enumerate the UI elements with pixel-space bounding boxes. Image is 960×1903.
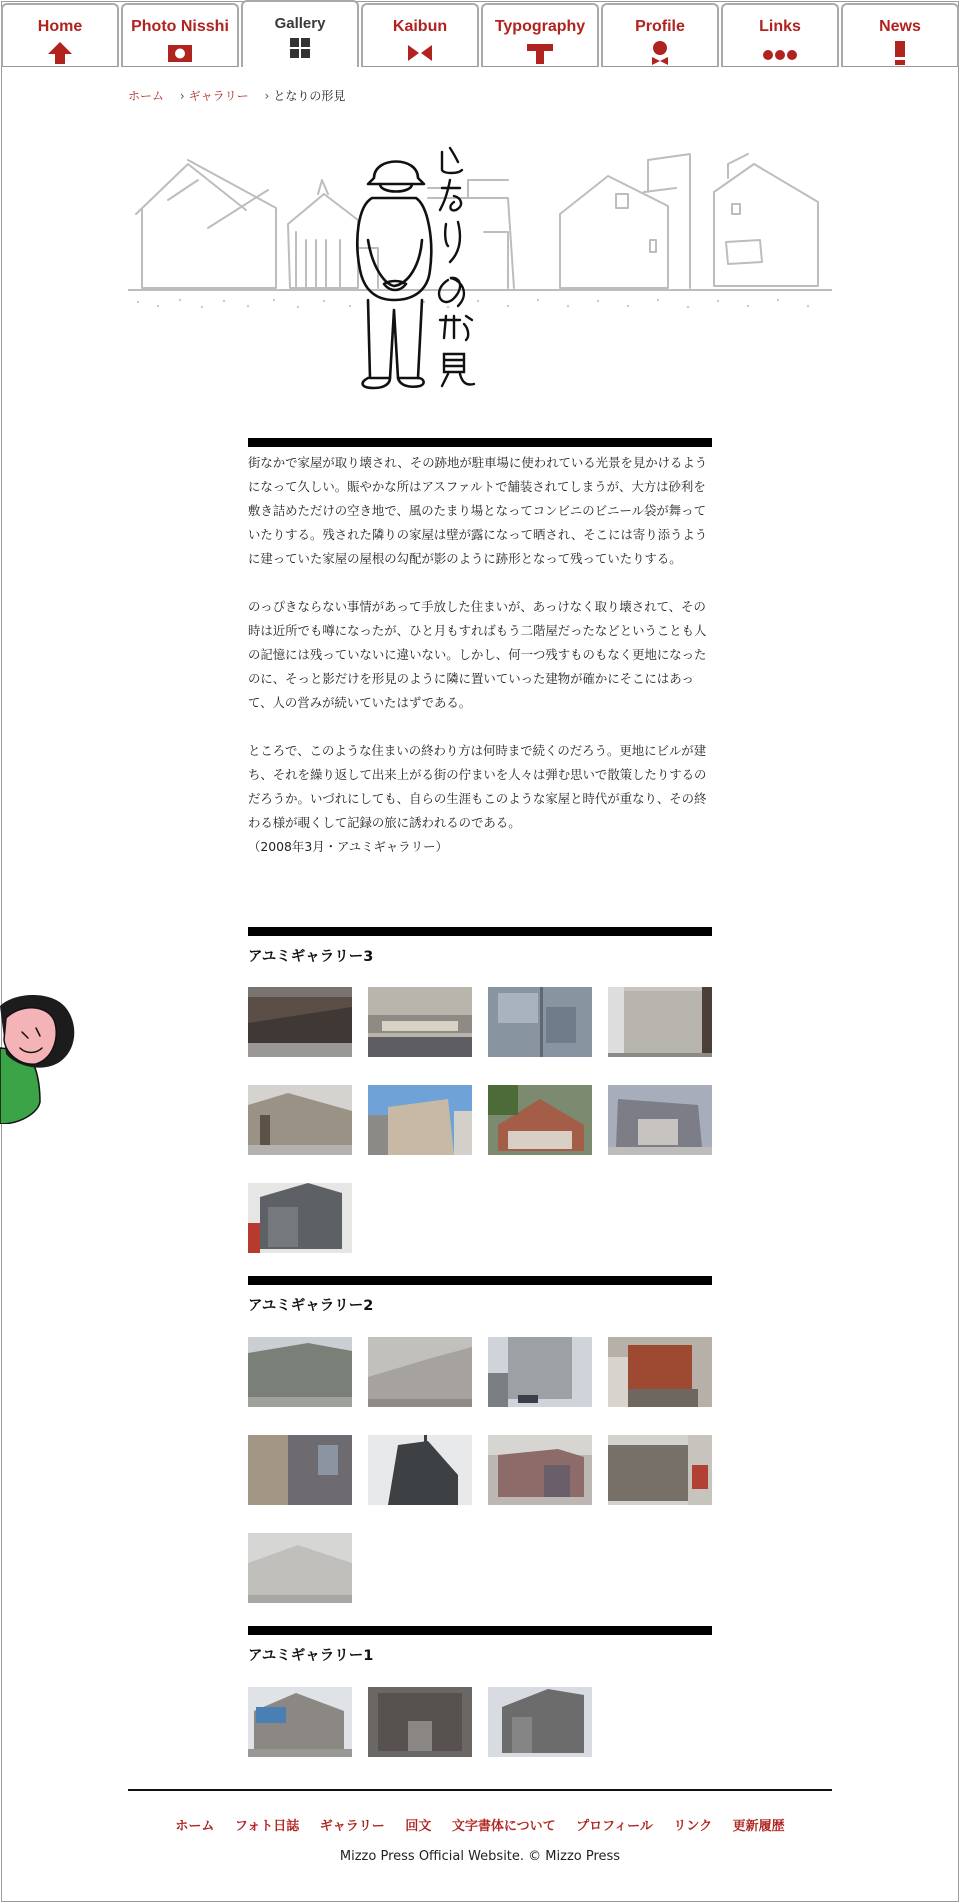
gallery-thumbnail[interactable] (248, 1533, 352, 1603)
section-divider (248, 1626, 712, 1635)
essay-signature: （2008年3月・アユミギャラリー） (248, 839, 448, 854)
essay-paragraph: のっぴきならない事情があって手放した住まいが、あっけなく取り壊されて、その時は近所でも噂になったが、ひと月もすればもう二階屋だったなどということも人の記憶には残っていないに違いない。しかし、何一つ残すものもなく更地になったのに、そっと影だけを形見のように隣に置いていった建物が確かにそこにはあって、人の営みが続いていたはずである。 (248, 599, 707, 710)
tab-home[interactable] (1, 3, 119, 67)
footer-link-home[interactable]: ホーム (175, 1819, 215, 1834)
tab-label: Photo Nisshi (131, 18, 229, 35)
gallery-thumbnail[interactable] (368, 1085, 472, 1155)
gallery-thumbnail[interactable] (368, 1435, 472, 1505)
gallery-thumbnail[interactable] (368, 1337, 472, 1407)
gallery-title: アユミギャラリー1 (248, 1648, 374, 1664)
footer-nav (128, 1815, 832, 1834)
gallery-thumbnail[interactable] (488, 1085, 592, 1155)
bowtie-icon (407, 41, 433, 65)
houses-drawing (128, 140, 832, 395)
tab-profile[interactable] (601, 3, 719, 67)
gallery-thumbnail[interactable] (248, 1687, 352, 1757)
gallery-thumbnail[interactable] (488, 1435, 592, 1505)
tab-label: Links (759, 18, 801, 35)
tab-news[interactable] (841, 3, 959, 67)
gallery-thumbnails[interactable] (248, 1337, 732, 1603)
tab-typography[interactable] (481, 3, 599, 67)
tab-photo-nisshi[interactable] (121, 3, 239, 67)
breadcrumb-separator: › (264, 89, 270, 103)
gallery-thumbnail[interactable] (248, 987, 352, 1057)
gallery-thumbnail[interactable] (488, 987, 592, 1057)
type-t-icon (527, 41, 553, 65)
tab-label: Typography (494, 18, 586, 35)
tab-label: Home (37, 18, 83, 35)
breadcrumb-separator: › (179, 89, 185, 103)
breadcrumb-home[interactable]: ホーム (128, 89, 165, 103)
gallery-thumbnail[interactable] (608, 987, 712, 1057)
gallery-thumbnails (248, 1687, 732, 1757)
tab-gallery[interactable] (241, 0, 359, 67)
tab-links[interactable] (721, 3, 839, 67)
gallery-thumbnail[interactable] (608, 1085, 712, 1155)
grid-icon (287, 36, 313, 60)
footer-link-photo-nisshi[interactable]: フォト日誌 (234, 1819, 300, 1834)
breadcrumb-current: となりの形見 (273, 89, 346, 103)
gallery-thumbnail[interactable] (488, 1687, 592, 1757)
footer-link-news[interactable]: 更新履歴 (732, 1819, 785, 1834)
camera-icon (167, 41, 193, 65)
breadcrumb (128, 87, 357, 104)
essay-paragraph: 街なかで家屋が取り壊され、その跡地が駐車場に使われている光景を見かけるようになって久しい。賑やかな所はアスファルトで舗装されてしまうが、大方は砂利を敷き詰めただけの空き地で、風のたまり場となってコンビニのビニール袋が舞っていたりする。残された隣りの家屋は壁が露になって晒され、そこには寄り添うように建っていた家屋の屋根の勾配が影のように跡形となって残っていたりする。 (248, 455, 708, 566)
footer-divider (128, 1789, 832, 1791)
essay-paragraph: ところで、このような住まいの終わり方は何時まで続くのだろう。更地にビルが建ち、それを繰り返して出来上がる街の佇まいを人々は弾む思いで散策したりするのだろうか。いづれにしても、自らの生涯もこのような家屋と時代が重なり、その終わる様が覗くして記録の旅に誘われるのである。 (248, 743, 707, 830)
tab-label: Gallery (274, 15, 326, 32)
breadcrumb-gallery[interactable]: ギャラリー (188, 89, 249, 103)
gallery-title: アユミギャラリー2 (248, 1298, 374, 1314)
up-arrow-icon (47, 41, 73, 65)
footer-link-profile[interactable]: プロフィール (576, 1819, 653, 1834)
exclamation-icon (887, 41, 913, 65)
tab-label: Kaibun (392, 18, 448, 35)
gallery-thumbnail[interactable] (608, 1435, 712, 1505)
gallery-thumbnail[interactable] (368, 987, 472, 1057)
tab-label: Profile (635, 18, 685, 35)
footer-link-gallery[interactable]: ギャラリー (319, 1819, 385, 1834)
mascot-illustration (0, 992, 84, 1124)
gallery-thumbnail[interactable] (248, 1337, 352, 1407)
dots-icon (762, 41, 798, 65)
hero-illustration (128, 140, 832, 395)
gallery-title: アユミギャラリー3 (248, 949, 374, 965)
tab-label: News (879, 18, 921, 35)
person-icon (647, 41, 673, 65)
gallery-thumbnails (248, 987, 732, 1253)
gallery-thumbnail[interactable] (248, 1435, 352, 1505)
section-divider (248, 1276, 712, 1285)
gallery-thumbnail[interactable] (368, 1687, 472, 1757)
footer-link-typography[interactable]: 文字書体について (451, 1819, 556, 1834)
footer-link-kaibun[interactable]: 回文 (405, 1819, 432, 1834)
gallery-thumbnail[interactable] (608, 1337, 712, 1407)
essay-text (248, 451, 712, 859)
section-divider (248, 438, 712, 447)
gallery-thumbnail[interactable] (488, 1337, 592, 1407)
tab-kaibun[interactable] (361, 3, 479, 67)
gallery-thumbnail[interactable] (248, 1085, 352, 1155)
section-divider (248, 927, 712, 936)
main-nav (1, 0, 959, 66)
copyright-text: Mizzo Press Official Website. © Mizzo Press (339, 1849, 621, 1864)
gallery-thumbnail[interactable] (248, 1183, 352, 1253)
footer-link-links[interactable]: リンク (673, 1819, 713, 1834)
